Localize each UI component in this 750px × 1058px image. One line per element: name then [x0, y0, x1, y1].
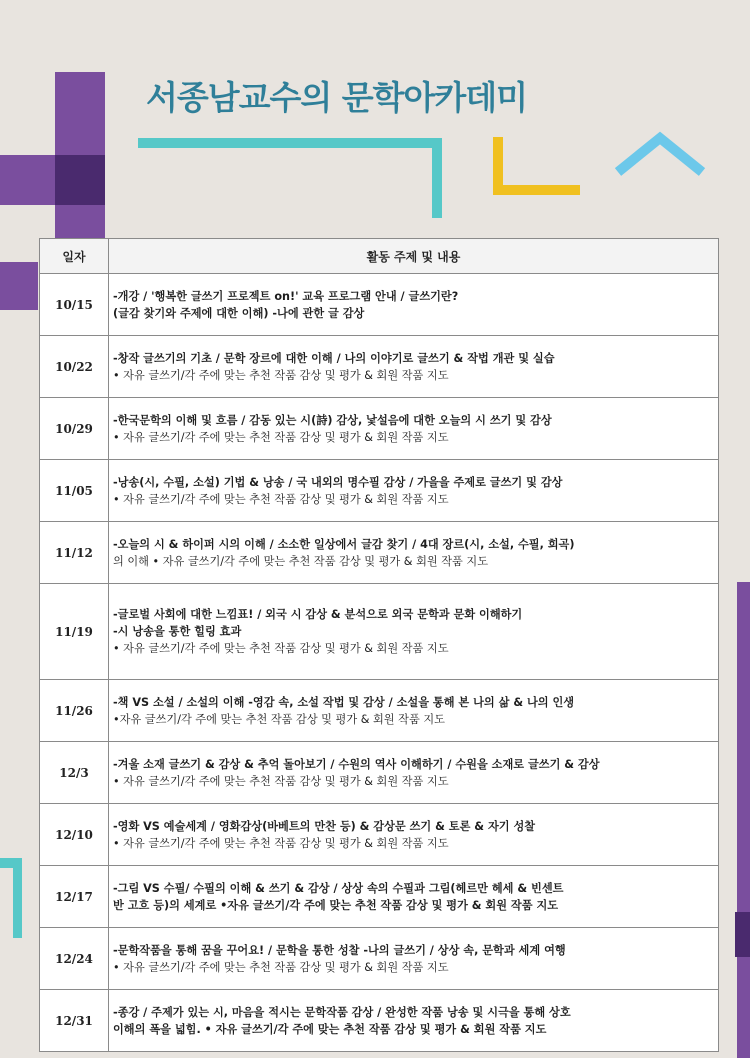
letter-nieun	[498, 137, 580, 190]
row-date: 11/19	[40, 584, 109, 680]
letter-giyeok	[138, 143, 437, 218]
row-content	[109, 584, 719, 680]
row-line: -창작 글쓰기의 기초 / 문학 장르에 대한 이해 / 나의 이야기로 글쓰기 & 작법 개관 및 실습	[113, 351, 555, 365]
row-line: • 자유 글쓰기/각 주에 맞는 추천 작품 감상 및 평가 & 회원 작품 지도	[113, 492, 449, 506]
row-line: -낭송(시, 수필, 소설) 기법 & 낭송 / 국 내외의 명수필 감상 / 가을을 주제로 글쓰기 및 감상	[113, 475, 563, 489]
row-date: 12/24	[40, 928, 109, 990]
table-row	[40, 336, 719, 398]
row-line: 이해의 폭을 넓힘. • 자유 글쓰기/각 주에 맞는 추천 작품 감상 및 평가 & 회원 작품 지도	[113, 1022, 547, 1036]
row-content	[109, 522, 719, 584]
row-line: -겨울 소재 글쓰기 & 감상 & 추억 돌아보기 / 수원의 역사 이해하기 / 수원을 소재로 글쓰기 & 감상	[113, 757, 600, 771]
row-content	[109, 336, 719, 398]
row-date: 12/10	[40, 804, 109, 866]
purple-bar-right	[737, 582, 750, 1058]
letter-shapes	[0, 0, 750, 240]
row-line: 의 이해 • 자유 글쓰기/각 주에 맞는 추천 작품 감상 및 평가 & 회원 작품 지도	[113, 554, 489, 568]
row-line: (글감 찾기와 주제에 대한 이해) -나에 관한 글 감상	[113, 306, 365, 320]
row-line: -종강 / 주제가 있는 시, 마음을 적시는 문학작품 감상 / 완성한 작품 낭송 및 시극을 통해 상호	[113, 1005, 571, 1019]
table-row	[40, 742, 719, 804]
row-content	[109, 928, 719, 990]
row-content	[109, 398, 719, 460]
row-date: 12/31	[40, 990, 109, 1052]
row-line: • 자유 글쓰기/각 주에 맞는 추천 작품 감상 및 평가 & 회원 작품 지도	[113, 642, 449, 655]
table-row	[40, 460, 719, 522]
table-row	[40, 398, 719, 460]
row-line: -한국문학의 이해 및 흐름 / 감동 있는 시(詩) 감상, 낯설음에 대한 오늘의 시 쓰기 및 감상	[113, 413, 552, 427]
row-content	[109, 742, 719, 804]
row-date: 11/12	[40, 522, 109, 584]
row-date: 10/22	[40, 336, 109, 398]
row-line: -영화 VS 예술세계 / 영화감상(바베트의 만찬 등) & 감상문 쓰기 & 토론 & 자기 성찰	[113, 819, 536, 833]
dark-purple-block-right	[735, 912, 750, 957]
row-line: •자유 글쓰기/각 주에 맞는 추천 작품 감상 및 평가 & 회원 작품 지도	[113, 712, 445, 726]
row-line: • 자유 글쓰기/각 주에 맞는 추천 작품 감상 및 평가 & 회원 작품 지도	[113, 430, 449, 444]
header-content: 활동 주제 및 내용	[109, 239, 719, 274]
row-date: 11/05	[40, 460, 109, 522]
row-content	[109, 866, 719, 928]
row-date: 12/17	[40, 866, 109, 928]
row-line: • 자유 글쓰기/각 주에 맞는 추천 작품 감상 및 평가 & 회원 작품 지도	[113, 368, 449, 382]
row-line: -글로벌 사회에 대한 느낌표! / 외국 시 감상 & 분석으로 외국 문학과 문화 이해하기	[113, 608, 523, 621]
row-date: 10/15	[40, 274, 109, 336]
table-row	[40, 274, 719, 336]
row-line: • 자유 글쓰기/각 주에 맞는 추천 작품 감상 및 평가 & 회원 작품 지도	[113, 960, 449, 974]
row-content	[109, 460, 719, 522]
page-title: 서종남교수의 문학아카데미	[146, 78, 528, 117]
row-content	[109, 680, 719, 742]
teal-bar-bottom-left-vertical	[13, 858, 22, 938]
table-row	[40, 990, 719, 1052]
table-row	[40, 804, 719, 866]
row-line: -오늘의 시 & 하이퍼 시의 이해 / 소소한 일상에서 글감 찾기 / 4대 장르(시, 소설, 수필, 희곡)	[113, 537, 575, 551]
purple-block-left	[0, 262, 38, 310]
row-line: -책 VS 소설 / 소설의 이해 -영감 속, 소설 작법 및 감상 / 소설을 통해 본 나의 삶 & 나의 인생	[113, 695, 575, 709]
row-content	[109, 804, 719, 866]
row-line: -개강 / '행복한 글쓰기 프로젝트 on!' 교육 프로그램 안내 / 글쓰기란?	[113, 289, 459, 303]
row-line: -그림 VS 수필/ 수필의 이해 & 쓰기 & 감상 / 상상 속의 수필과 그림(헤르만 헤세 & 빈센트	[113, 881, 564, 895]
row-line: • 자유 글쓰기/각 주에 맞는 추천 작품 감상 및 평가 & 회원 작품 지도	[113, 836, 449, 850]
schedule-table	[39, 238, 719, 1052]
row-date: 10/29	[40, 398, 109, 460]
letter-siot	[618, 138, 702, 172]
table-row	[40, 522, 719, 584]
row-line: -시 낭송을 통한 힐링 효과	[113, 625, 242, 638]
row-line: • 자유 글쓰기/각 주에 맞는 추천 작품 감상 및 평가 & 회원 작품 지도	[113, 774, 449, 788]
row-line: 반 고흐 등)의 세계로 •자유 글쓰기/각 주에 맞는 추천 작품 감상 및 평가 & 회원 작품 지도	[113, 898, 559, 912]
table-row	[40, 680, 719, 742]
row-line: -문학작품을 통해 꿈을 꾸어요! / 문학을 통한 성찰 -나의 글쓰기 / 상상 속, 문학과 세계 여행	[113, 943, 566, 957]
table-row	[40, 584, 719, 680]
table-header-row	[40, 239, 719, 274]
row-content	[109, 990, 719, 1052]
row-content	[109, 274, 719, 336]
header-date: 일자	[40, 239, 109, 274]
row-date: 11/26	[40, 680, 109, 742]
table-row	[40, 866, 719, 928]
table-row	[40, 928, 719, 990]
row-date: 12/3	[40, 742, 109, 804]
